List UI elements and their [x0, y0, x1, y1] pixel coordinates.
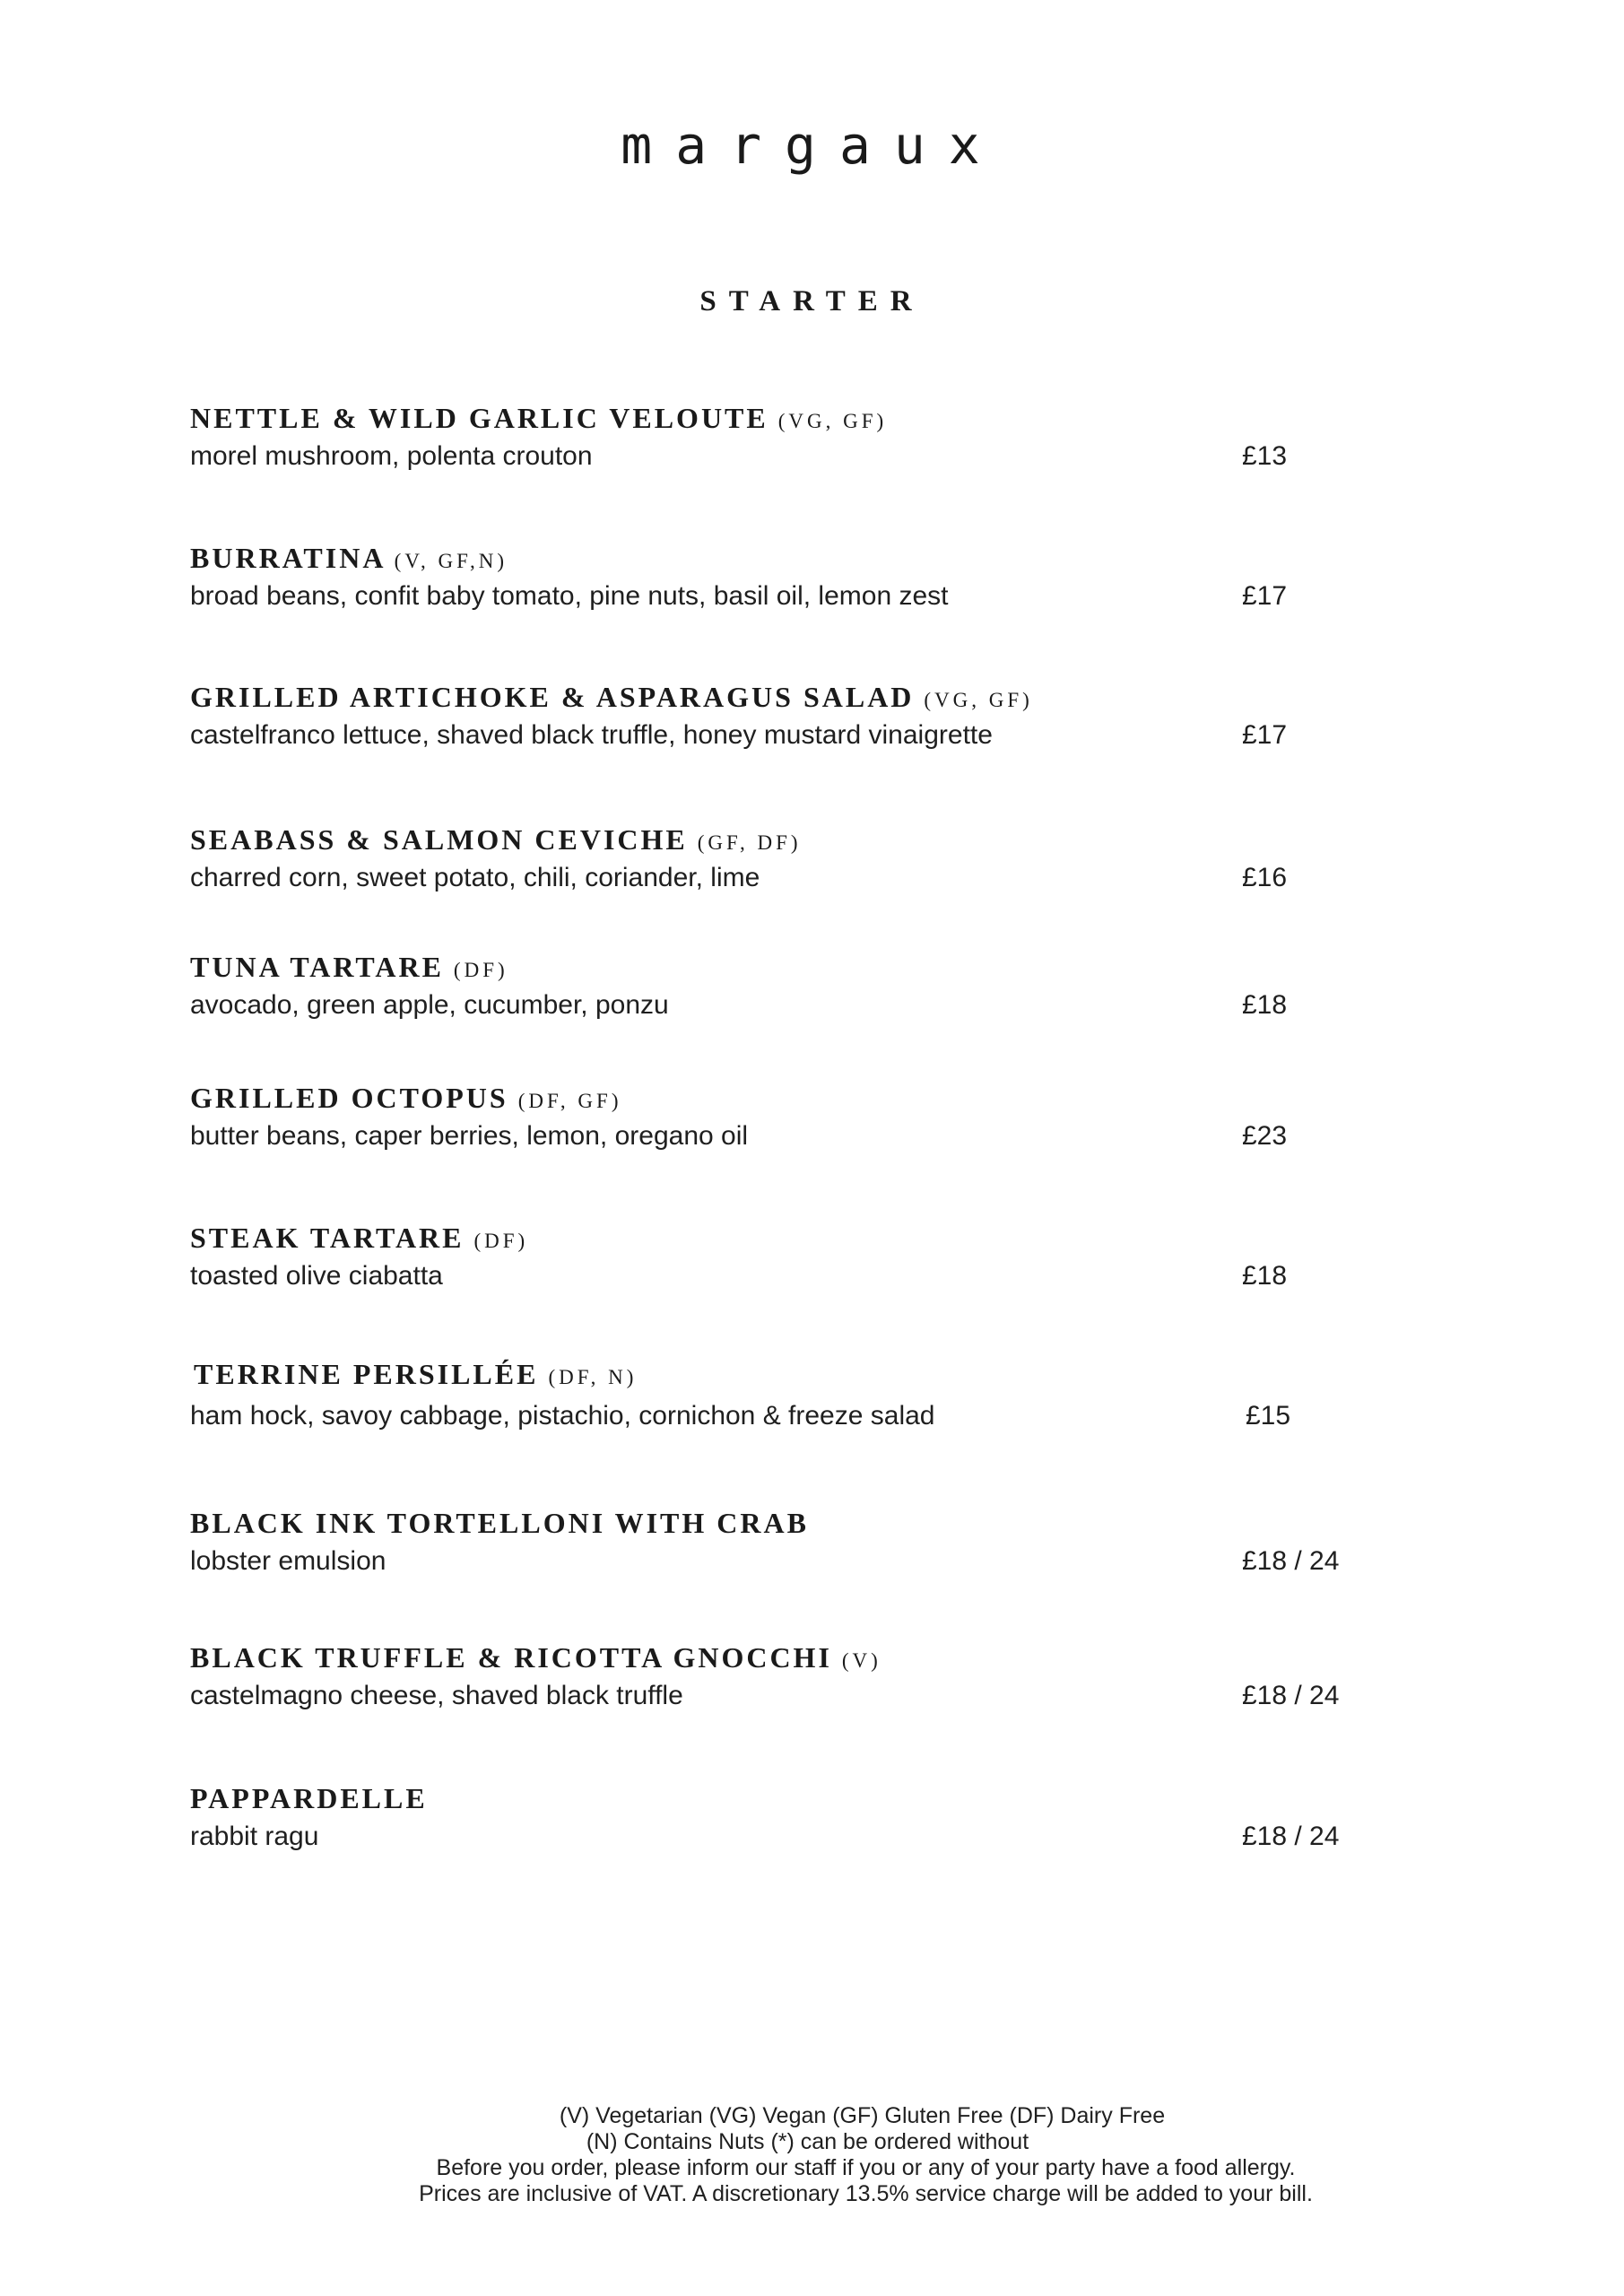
menu-item-terrine-persillee — [190, 1356, 1428, 1433]
menu-item-black-ink-tortelloni — [190, 1505, 1428, 1578]
item-description: charred corn, sweet potato, chili, coriander, lime — [190, 863, 760, 892]
item-name: TERRINE PERSILLÉE — [194, 1358, 539, 1390]
item-dietary-tags: (V, GF,N) — [394, 550, 508, 572]
item-price: £18 — [1242, 1261, 1288, 1291]
item-price: £17 — [1242, 581, 1288, 611]
item-dietary-tags: (DF, N) — [548, 1366, 638, 1388]
menu-item-nettle-veloute — [190, 400, 1428, 474]
item-price: £18 — [1242, 990, 1288, 1020]
item-name: BLACK INK TORTELLONI WITH CRAB — [190, 1507, 809, 1539]
item-price: £16 — [1242, 863, 1288, 892]
item-name: BURRATINA — [190, 542, 385, 574]
menu-item-tuna-tartare — [190, 949, 1428, 1022]
item-name: STEAK TARTARE — [190, 1222, 465, 1254]
item-dietary-tags: (GF, DF) — [697, 831, 802, 854]
item-dietary-tags: (DF) — [473, 1230, 529, 1252]
item-name: GRILLED ARTICHOKE & ASPARAGUS SALAD — [190, 681, 915, 713]
item-name: BLACK TRUFFLE & RICOTTA GNOCCHI — [190, 1641, 832, 1674]
menu-footer — [0, 2103, 1624, 2207]
item-description: toasted olive ciabatta — [190, 1261, 443, 1291]
item-price: £18 / 24 — [1242, 1681, 1340, 1710]
item-description: castelmagno cheese, shaved black truffle — [190, 1681, 683, 1710]
item-description: ham hock, savoy cabbage, pistachio, cornichon & freeze salad — [190, 1401, 935, 1431]
item-dietary-tags: (VG, GF) — [777, 410, 888, 432]
menu-item-steak-tartare — [190, 1220, 1428, 1293]
vat-service-note: Prices are inclusive of VAT. A discretionary 13.5% service charge will be added to your bill. — [419, 2181, 1313, 2206]
item-name: GRILLED OCTOPUS — [190, 1082, 508, 1114]
menu-item-grilled-octopus — [190, 1080, 1428, 1153]
item-price: £18 / 24 — [1242, 1822, 1340, 1851]
allergy-note: Before you order, please inform our staff if you or any of your party have a food allergy. — [436, 2155, 1296, 2180]
item-price: £13 — [1242, 441, 1288, 471]
item-price: £18 / 24 — [1242, 1546, 1340, 1576]
menu-item-artichoke-salad — [190, 679, 1428, 752]
item-dietary-tags: (V) — [841, 1649, 881, 1672]
item-description: morel mushroom, polenta crouton — [190, 441, 593, 471]
item-price: £17 — [1242, 720, 1288, 750]
restaurant-logo: margaux — [621, 115, 1003, 176]
item-description: broad beans, confit baby tomato, pine nuts, basil oil, lemon zest — [190, 581, 949, 611]
item-price: £15 — [1246, 1401, 1291, 1431]
section-title: STARTER — [699, 285, 925, 317]
item-description: avocado, green apple, cucumber, ponzu — [190, 990, 669, 1020]
item-name: PAPPARDELLE — [190, 1782, 428, 1814]
menu-item-burratina — [190, 540, 1428, 613]
menu-item-truffle-gnocchi — [190, 1639, 1428, 1713]
dietary-legend-line-2: (N) Contains Nuts (*) can be ordered without — [586, 2129, 1029, 2154]
dietary-legend-line-1: (V) Vegetarian (VG) Vegan (GF) Gluten Free (DF) Dairy Free — [559, 2103, 1166, 2128]
item-dietary-tags: (VG, GF) — [924, 689, 1033, 711]
item-description: castelfranco lettuce, shaved black truffle, honey mustard vinaigrette — [190, 720, 993, 750]
item-description: lobster emulsion — [190, 1546, 386, 1576]
menu-item-ceviche — [190, 822, 1428, 895]
item-price: £23 — [1242, 1121, 1288, 1151]
item-name: TUNA TARTARE — [190, 951, 444, 983]
item-dietary-tags: (DF) — [453, 959, 508, 981]
item-description: butter beans, caper berries, lemon, oregano oil — [190, 1121, 749, 1151]
item-name: NETTLE & WILD GARLIC VELOUTE — [190, 402, 769, 434]
item-name: SEABASS & SALMON CEVICHE — [190, 823, 688, 856]
menu-item-pappardelle — [190, 1780, 1428, 1854]
item-description: rabbit ragu — [190, 1822, 319, 1851]
item-dietary-tags: (DF, GF) — [517, 1090, 622, 1112]
